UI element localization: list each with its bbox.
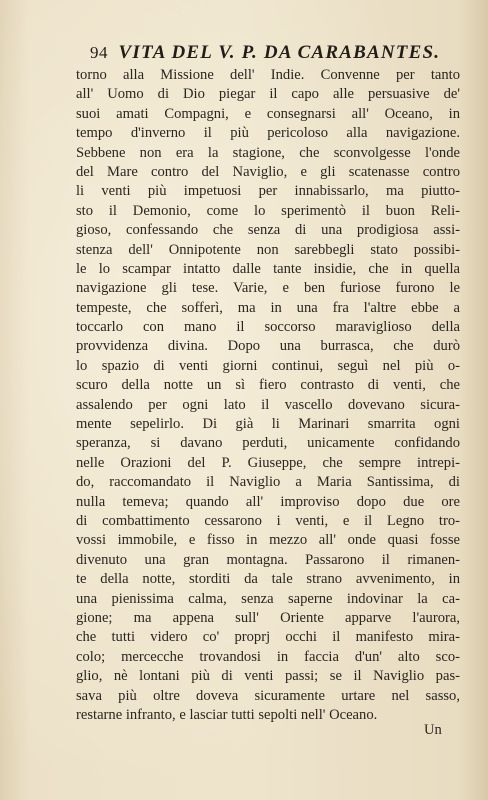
text-line: vossi immobile, e fisso in mezzo all' onde quasi fosse: [76, 532, 460, 549]
text-line: sto il Demonio, come lo sperimentò il buon Reli-: [76, 202, 460, 219]
text-line: una pienissima calma, senza saperne indovinar la ca-: [76, 590, 460, 607]
text-line: gione; ma appena sull' Oriente apparve l'aurora,: [76, 609, 460, 626]
text-line: Sebbene non era la stagione, che sconvolgesse l'onde: [76, 144, 460, 161]
text-line: tempo d'inverno il più pericoloso alla navigazione.: [76, 125, 460, 142]
page-header: [90, 42, 470, 66]
text-line: divenuto una gran montagna. Passarono il rimanen-: [76, 551, 460, 568]
text-line: tempeste, che sofferì, ma in una fra l'altre ebbe a: [76, 299, 460, 316]
text-line: suoi amati Compagni, e consegnarsi all' Oceano, in: [76, 105, 460, 122]
text-line: scuro della notte un sì fiero contrasto di venti, che: [76, 377, 460, 394]
body-text: [76, 66, 460, 725]
running-head: VITA DEL V. P. DA CARABANTES.: [118, 42, 441, 63]
text-line: torno alla Missione dell' Indie. Convenne per tanto: [76, 67, 460, 83]
text-line: lo spazio di venti giorni continui, seguì nel più o-: [76, 357, 460, 374]
text-line: do, raccomandato il Naviglio a Maria Santissima, di: [76, 474, 460, 491]
text-line: all' Uomo di Dio piegar il capo alle persuasive de': [76, 86, 460, 103]
text-line: gioso, confessando che senza di una prodigiosa assi-: [76, 222, 460, 239]
text-line: navigazione gli tese. Varie, e ben furiose furono le: [76, 280, 460, 297]
text-line: glio, nè lontani più di venti passi; se il Naviglio pas-: [76, 668, 460, 685]
text-line: le lo scampar intatto dalle tante insidie, che in quella: [76, 260, 460, 277]
page-number: 94: [90, 43, 108, 62]
text-line: sava più oltre doveva sicuramente urtare nel sasso,: [76, 687, 460, 704]
text-line: restarne infranto, e lasciar tutti sepolti nell' Oceano.: [76, 706, 378, 723]
text-line: che tutti videro co' proprj occhi il manifesto mira-: [76, 629, 460, 646]
text-line: toccarlo con mano il soccorso maraviglioso della: [76, 319, 460, 336]
text-line: di combattimento cessarono i venti, e il Legno tro-: [76, 512, 460, 529]
text-line: li venti più impetuosi per innabissarlo, ma piutto-: [76, 183, 460, 200]
text-line: provvidenza divina. Dopo una burrasca, che durò: [76, 338, 460, 355]
text-line: del Mare contro del Naviglio, e gli scatenasse contro: [76, 163, 460, 180]
catchword: Un: [424, 722, 442, 738]
text-line: stenza dell' Onnipotente non sarebbegli stato possibi-: [76, 241, 460, 258]
text-line: nelle Orazioni del P. Giuseppe, che sempre intrepi-: [76, 454, 460, 471]
text-line: te della notte, storditi da tale strano avvenimento, in: [76, 571, 460, 588]
text-line: mente sepelirlo. Di già li Marinari smarrita ogni: [76, 416, 460, 433]
text-line: assalendo per ogni lato il vascello dovevano sicura-: [76, 396, 460, 413]
text-line: speranza, si davano perduti, unicamente confidando: [76, 435, 460, 452]
text-line: nulla temeva; quando all' improviso dopo due ore: [76, 493, 460, 510]
text-line: colo; mercecche trovandosi in faccia d'un' alto sco-: [76, 648, 460, 665]
